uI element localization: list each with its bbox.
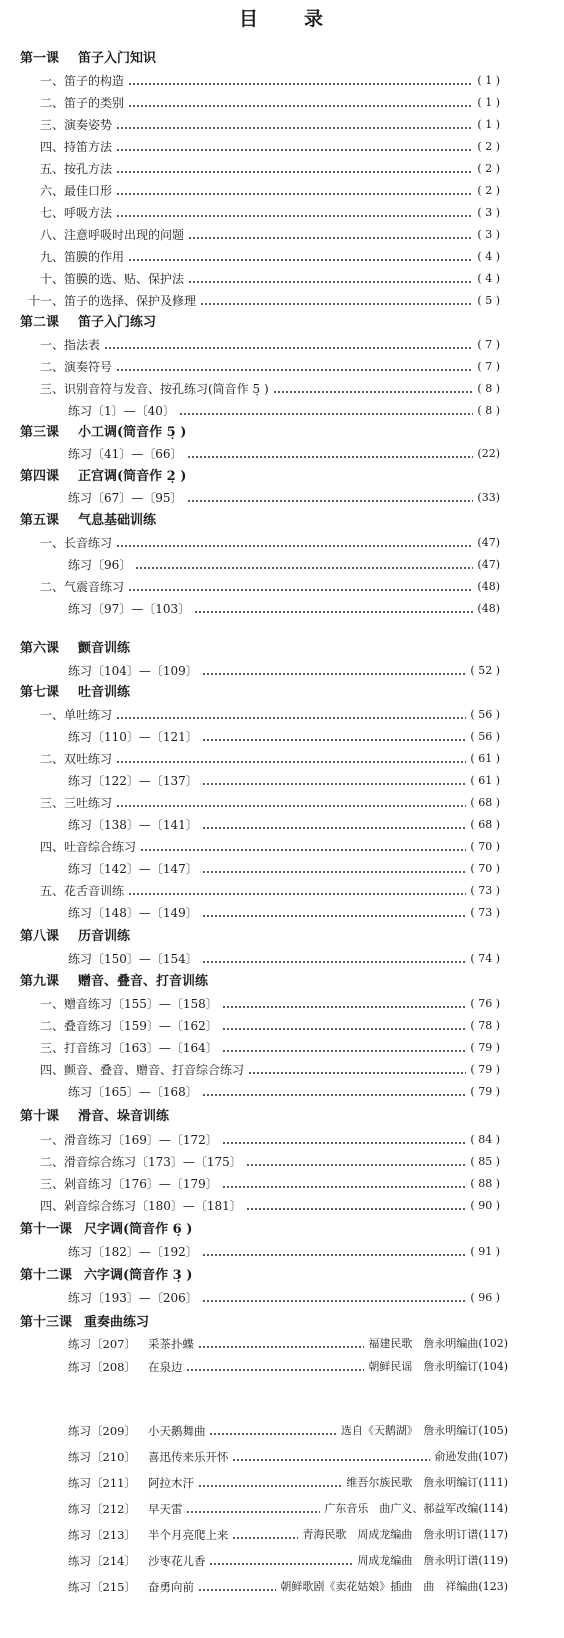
toc-lesson-heading xyxy=(20,971,500,993)
dot-leader xyxy=(202,770,467,792)
entry-title: 练习〔41〕—〔66〕 xyxy=(68,447,183,461)
song-title: 半个月亮爬上来 xyxy=(147,1528,229,1542)
entry-title: 练习〔148〕—〔149〕 xyxy=(68,906,198,920)
exercise-number: 练习〔212〕 xyxy=(68,1502,136,1516)
lesson-title: 气息基础训练 xyxy=(78,513,157,528)
exercise-number: 练习〔211〕 xyxy=(68,1476,136,1490)
toc-lesson-heading xyxy=(20,926,500,948)
toc-entry xyxy=(40,836,500,858)
entry-title: 一、笛子的构造 xyxy=(40,74,125,88)
dot-leader xyxy=(222,1173,467,1195)
dot-leader xyxy=(140,836,466,858)
toc-entry xyxy=(40,576,500,598)
toc-entry xyxy=(40,114,500,136)
lesson-number: 第六课 xyxy=(20,641,60,656)
dot-leader xyxy=(209,1550,353,1572)
toc-lesson-heading xyxy=(20,1312,500,1334)
entry-title: 练习〔150〕—〔154〕 xyxy=(68,952,198,966)
toc-song-entry xyxy=(68,1498,508,1520)
entry-title: 十一、笛子的选择、保护及修理 xyxy=(28,294,197,308)
entry-title: 练习〔1〕—〔40〕 xyxy=(68,404,175,418)
entry-title: 三、演奏姿势 xyxy=(40,118,113,132)
song-credit: 青海民歌 周成龙编曲 詹永明订谱(117) xyxy=(302,1528,508,1541)
toc-entry xyxy=(68,443,500,465)
entry-title: 四、颤音、叠音、赠音、打音综合练习 xyxy=(40,1063,245,1077)
toc-entry xyxy=(40,1173,500,1195)
dot-leader xyxy=(273,378,474,400)
page-number: ( 79 ) xyxy=(470,1085,500,1098)
dot-leader xyxy=(202,1081,467,1103)
page-number: ( 4 ) xyxy=(477,250,500,263)
dot-leader xyxy=(202,902,467,924)
toc-lesson-heading xyxy=(20,48,500,70)
entry-title: 练习〔96〕 xyxy=(68,558,132,572)
entry-title: 练习〔165〕—〔168〕 xyxy=(68,1085,198,1099)
toc-entry xyxy=(40,748,500,770)
lesson-title: 滑音、垛音训练 xyxy=(78,1109,170,1124)
toc-entry xyxy=(40,158,500,180)
page-number: ( 56 ) xyxy=(470,708,500,721)
toc-entry xyxy=(40,1195,500,1217)
song-credit: 周成龙编曲 詹永明订谱(119) xyxy=(357,1554,508,1567)
page-title xyxy=(0,4,564,31)
page-number: ( 79 ) xyxy=(470,1041,500,1054)
toc-song-entry xyxy=(68,1576,508,1598)
entry-title: 十、笛膜的选、贴、保护法 xyxy=(40,272,185,286)
dot-leader xyxy=(128,70,473,92)
entry-title: 一、指法表 xyxy=(40,338,101,352)
entry-title: 三、打音练习〔163〕—〔164〕 xyxy=(40,1041,218,1055)
entry-title: 一、滑音练习〔169〕—〔172〕 xyxy=(40,1133,218,1147)
entry-title: 二、双吐练习 xyxy=(40,752,113,766)
entry-title: 四、吐音综合练习 xyxy=(40,840,137,854)
lesson-title: 历音训练 xyxy=(78,929,131,944)
dot-leader xyxy=(116,158,473,180)
dot-leader xyxy=(188,268,473,290)
page-number: ( 7 ) xyxy=(477,338,500,351)
lesson-title: 笛子入门练习 xyxy=(78,315,157,330)
toc-entry xyxy=(68,400,500,422)
entry-title: 二、气震音练习 xyxy=(40,580,125,594)
toc-lesson-heading xyxy=(20,510,500,532)
page-number: ( 73 ) xyxy=(470,906,500,919)
entry-title: 二、演奏符号 xyxy=(40,360,113,374)
dot-leader xyxy=(104,334,473,356)
page-number: ( 91 ) xyxy=(470,1245,500,1258)
toc-entry xyxy=(68,902,500,924)
page-number: ( 4 ) xyxy=(477,272,500,285)
toc-entry xyxy=(68,726,500,748)
toc-entry xyxy=(68,858,500,880)
toc-song-entry xyxy=(68,1446,508,1468)
toc-entry xyxy=(68,1081,500,1103)
dot-leader xyxy=(200,290,473,312)
page-number: ( 85 ) xyxy=(470,1155,500,1168)
dot-leader xyxy=(116,136,473,158)
entry-title: 三、三吐练习 xyxy=(40,796,113,810)
lesson-title: 颤音训练 xyxy=(78,641,131,656)
lesson-title: 重奏曲练习 xyxy=(84,1315,150,1330)
toc-entry xyxy=(68,598,500,620)
song-title: 奋勇向前 xyxy=(147,1580,194,1594)
toc-song-entry xyxy=(68,1420,508,1442)
lesson-number: 第七课 xyxy=(20,685,60,700)
page-number: ( 78 ) xyxy=(470,1019,500,1032)
page-number: ( 5 ) xyxy=(477,294,500,307)
entry-title: 六、最佳口形 xyxy=(40,184,113,198)
toc-entry xyxy=(40,70,500,92)
entry-title: 二、滑音综合练习〔173〕—〔175〕 xyxy=(40,1155,242,1169)
lesson-number: 第二课 xyxy=(20,315,60,330)
entry-title: 一、赠音练习〔155〕—〔158〕 xyxy=(40,997,218,1011)
page-number: ( 68 ) xyxy=(470,796,500,809)
page-number: ( 1 ) xyxy=(477,96,500,109)
toc-entry xyxy=(40,1151,500,1173)
dot-leader xyxy=(116,748,466,770)
toc-entry xyxy=(40,136,500,158)
song-title: 小天鹅舞曲 xyxy=(147,1424,206,1438)
page-number: ( 61 ) xyxy=(470,774,500,787)
toc-entry xyxy=(68,770,500,792)
dot-leader xyxy=(202,948,467,970)
dot-leader xyxy=(187,443,474,465)
lesson-title: 六字调(筒音作 3̣ ) xyxy=(84,1268,193,1283)
dot-leader xyxy=(198,1472,342,1494)
lesson-number: 第十二课 xyxy=(20,1268,73,1283)
toc-song-entry xyxy=(68,1524,508,1546)
page-number: ( 74 ) xyxy=(470,952,500,965)
toc-lesson-heading xyxy=(20,1265,500,1287)
toc-entry xyxy=(40,792,500,814)
dot-leader xyxy=(232,1446,430,1468)
dot-leader xyxy=(128,246,473,268)
dot-leader xyxy=(246,1151,467,1173)
page-number: ( 70 ) xyxy=(470,862,500,875)
song-credit: 维吾尔族民歌 詹永明编订(111) xyxy=(346,1476,508,1489)
toc-entry xyxy=(40,1037,500,1059)
toc-lesson-heading xyxy=(20,466,500,488)
page-number: ( 3 ) xyxy=(477,206,500,219)
toc-entry xyxy=(40,1015,500,1037)
toc-entry xyxy=(40,224,500,246)
page-number: ( 8 ) xyxy=(477,382,500,395)
exercise-number: 练习〔208〕 xyxy=(68,1360,136,1374)
lesson-title: 吐音训练 xyxy=(78,685,131,700)
song-credit: 选自《天鹅湖》 詹永明编订(105) xyxy=(340,1424,508,1437)
song-title: 在泉边 xyxy=(147,1360,183,1374)
entry-title: 七、呼吸方法 xyxy=(40,206,113,220)
toc-lesson-heading xyxy=(20,312,500,334)
dot-leader xyxy=(135,554,473,576)
page-number: ( 88 ) xyxy=(470,1177,500,1190)
toc-entry xyxy=(40,378,500,400)
toc-entry xyxy=(68,814,500,836)
entry-title: 五、花舌音训练 xyxy=(40,884,125,898)
dot-leader xyxy=(116,356,473,378)
dot-leader xyxy=(222,1015,467,1037)
toc-entry xyxy=(68,1241,500,1263)
entry-title: 练习〔104〕—〔109〕 xyxy=(68,664,198,678)
entry-title: 四、持笛方法 xyxy=(40,140,113,154)
lesson-number: 第九课 xyxy=(20,974,60,989)
entry-title: 五、按孔方法 xyxy=(40,162,113,176)
toc-lesson-heading xyxy=(20,682,500,704)
dot-leader xyxy=(116,114,473,136)
exercise-number: 练习〔209〕 xyxy=(68,1424,136,1438)
page-number: ( 1 ) xyxy=(477,74,500,87)
page-number: ( 52 ) xyxy=(470,664,500,677)
page-number: ( 8 ) xyxy=(477,404,500,417)
entry-title: 三、识别音符与发音、按孔练习(筒音作 5̣ ) xyxy=(40,382,269,396)
dot-leader xyxy=(128,880,466,902)
dot-leader xyxy=(209,1420,336,1442)
toc-song-entry xyxy=(68,1472,508,1494)
page-number: ( 1 ) xyxy=(477,118,500,131)
entry-title: 八、注意呼吸时出现的问题 xyxy=(40,228,185,242)
song-title: 早天雷 xyxy=(147,1502,183,1516)
entry-title: 四、剁音综合练习〔180〕—〔181〕 xyxy=(40,1199,242,1213)
toc-entry xyxy=(68,554,500,576)
lesson-number: 第十三课 xyxy=(20,1315,73,1330)
toc-entry xyxy=(28,290,500,312)
dot-leader xyxy=(202,726,467,748)
lesson-number: 第五课 xyxy=(20,513,60,528)
dot-leader xyxy=(222,1129,467,1151)
dot-leader xyxy=(188,224,473,246)
exercise-number: 练习〔214〕 xyxy=(68,1554,136,1568)
dot-leader xyxy=(198,1576,276,1598)
entry-title: 二、笛子的类别 xyxy=(40,96,125,110)
song-credit: 朝鲜歌剧《卖花姑娘》插曲 曲 祥编曲(123) xyxy=(280,1580,508,1593)
toc-entry xyxy=(40,180,500,202)
title-char-2: 录 xyxy=(304,8,326,30)
toc-entry xyxy=(40,202,500,224)
page-number: ( 2 ) xyxy=(477,162,500,175)
toc-entry xyxy=(40,1129,500,1151)
page-number: ( 2 ) xyxy=(477,184,500,197)
page-number: ( 76 ) xyxy=(470,997,500,1010)
toc-entry xyxy=(68,1287,500,1309)
toc-entry xyxy=(40,880,500,902)
toc-lesson-heading xyxy=(20,638,500,660)
exercise-number: 练习〔215〕 xyxy=(68,1580,136,1594)
song-credit: 广东音乐 曲广义、郝益军改编(114) xyxy=(324,1502,508,1515)
lesson-number: 第十课 xyxy=(20,1109,60,1124)
lesson-title: 笛子入门知识 xyxy=(78,51,157,66)
song-title: 喜迅传来乐开怀 xyxy=(147,1450,229,1464)
page-number: (48) xyxy=(477,602,500,615)
toc-entry xyxy=(40,356,500,378)
page-number: ( 96 ) xyxy=(470,1291,500,1304)
toc-lesson-heading xyxy=(20,1106,500,1128)
dot-leader xyxy=(116,792,466,814)
dot-leader xyxy=(232,1524,298,1546)
toc-entry xyxy=(40,993,500,1015)
entry-title: 二、叠音练习〔159〕—〔162〕 xyxy=(40,1019,218,1033)
toc-entry xyxy=(40,532,500,554)
dot-leader xyxy=(202,814,467,836)
toc-lesson-heading xyxy=(20,1219,500,1241)
toc-entry xyxy=(68,660,500,682)
entry-title: 练习〔182〕—〔192〕 xyxy=(68,1245,198,1259)
lesson-title: 小工调(筒音作 5̣ ) xyxy=(78,425,187,440)
page-number: ( 73 ) xyxy=(470,884,500,897)
toc-entry xyxy=(40,704,500,726)
dot-leader xyxy=(194,598,473,620)
dot-leader xyxy=(128,92,473,114)
page-number: ( 90 ) xyxy=(470,1199,500,1212)
title-char-1: 目 xyxy=(238,8,260,30)
dot-leader xyxy=(202,1241,467,1263)
dot-leader xyxy=(246,1195,467,1217)
song-title: 阿拉木汗 xyxy=(147,1476,194,1490)
dot-leader xyxy=(222,1037,467,1059)
toc-song-entry xyxy=(68,1333,508,1355)
dot-leader xyxy=(116,180,473,202)
lesson-number: 第八课 xyxy=(20,929,60,944)
toc-song-entry xyxy=(68,1356,508,1378)
page-number: ( 70 ) xyxy=(470,840,500,853)
entry-title: 三、剁音练习〔176〕—〔179〕 xyxy=(40,1177,218,1191)
dot-leader xyxy=(186,1498,320,1520)
entry-title: 九、笛膜的作用 xyxy=(40,250,125,264)
toc-entry xyxy=(68,948,500,970)
page-number: (47) xyxy=(477,536,500,549)
page-number: ( 3 ) xyxy=(477,228,500,241)
lesson-number: 第一课 xyxy=(20,51,60,66)
entry-title: 一、长音练习 xyxy=(40,536,113,550)
lesson-number: 第三课 xyxy=(20,425,60,440)
dot-leader xyxy=(186,1356,364,1378)
dot-leader xyxy=(128,576,473,598)
page-number: ( 68 ) xyxy=(470,818,500,831)
page-number: ( 84 ) xyxy=(470,1133,500,1146)
entry-title: 练习〔67〕—〔95〕 xyxy=(68,491,183,505)
page-number: ( 7 ) xyxy=(477,360,500,373)
lesson-title: 赠音、叠音、打音训练 xyxy=(78,974,209,989)
page-number: ( 79 ) xyxy=(470,1063,500,1076)
entry-title: 练习〔110〕—〔121〕 xyxy=(68,730,198,744)
dot-leader xyxy=(179,400,474,422)
song-credit: 俞逊发曲(107) xyxy=(434,1450,508,1463)
toc-song-entry xyxy=(68,1550,508,1572)
song-title: 采茶扑蝶 xyxy=(147,1337,194,1351)
lesson-number: 第四课 xyxy=(20,469,60,484)
dot-leader xyxy=(202,858,467,880)
exercise-number: 练习〔210〕 xyxy=(68,1450,136,1464)
dot-leader xyxy=(222,993,467,1015)
toc-entry xyxy=(40,1059,500,1081)
page-number: (22) xyxy=(477,447,500,460)
entry-title: 练习〔193〕—〔206〕 xyxy=(68,1291,198,1305)
page-number: (33) xyxy=(477,491,500,504)
lesson-title: 正宫调(筒音作 2̣ ) xyxy=(78,469,187,484)
exercise-number: 练习〔207〕 xyxy=(68,1337,136,1351)
song-credit: 福建民歌 詹永明编曲(102) xyxy=(368,1337,508,1350)
entry-title: 练习〔122〕—〔137〕 xyxy=(68,774,198,788)
entry-title: 练习〔138〕—〔141〕 xyxy=(68,818,198,832)
page-number: (47) xyxy=(477,558,500,571)
dot-leader xyxy=(116,532,473,554)
dot-leader xyxy=(202,660,467,682)
entry-title: 练习〔97〕—〔103〕 xyxy=(68,602,191,616)
toc-lesson-heading xyxy=(20,422,500,444)
entry-title: 一、单吐练习 xyxy=(40,708,113,722)
page-number: ( 2 ) xyxy=(477,140,500,153)
dot-leader xyxy=(116,202,473,224)
toc-entry xyxy=(68,487,500,509)
dot-leader xyxy=(116,704,466,726)
page-number: (48) xyxy=(477,580,500,593)
dot-leader xyxy=(202,1287,467,1309)
dot-leader xyxy=(198,1333,364,1355)
lesson-title: 尺字调(筒音作 6̣ ) xyxy=(84,1222,193,1237)
dot-leader xyxy=(248,1059,466,1081)
dot-leader xyxy=(187,487,474,509)
song-credit: 朝鲜民谣 詹永明编订(104) xyxy=(368,1360,508,1373)
toc-entry xyxy=(40,268,500,290)
lesson-number: 第十一课 xyxy=(20,1222,73,1237)
exercise-number: 练习〔213〕 xyxy=(68,1528,136,1542)
toc-entry xyxy=(40,92,500,114)
page-number: ( 61 ) xyxy=(470,752,500,765)
song-title: 沙枣花儿香 xyxy=(147,1554,206,1568)
entry-title: 练习〔142〕—〔147〕 xyxy=(68,862,198,876)
toc-entry xyxy=(40,246,500,268)
toc-entry xyxy=(40,334,500,356)
page-number: ( 56 ) xyxy=(470,730,500,743)
